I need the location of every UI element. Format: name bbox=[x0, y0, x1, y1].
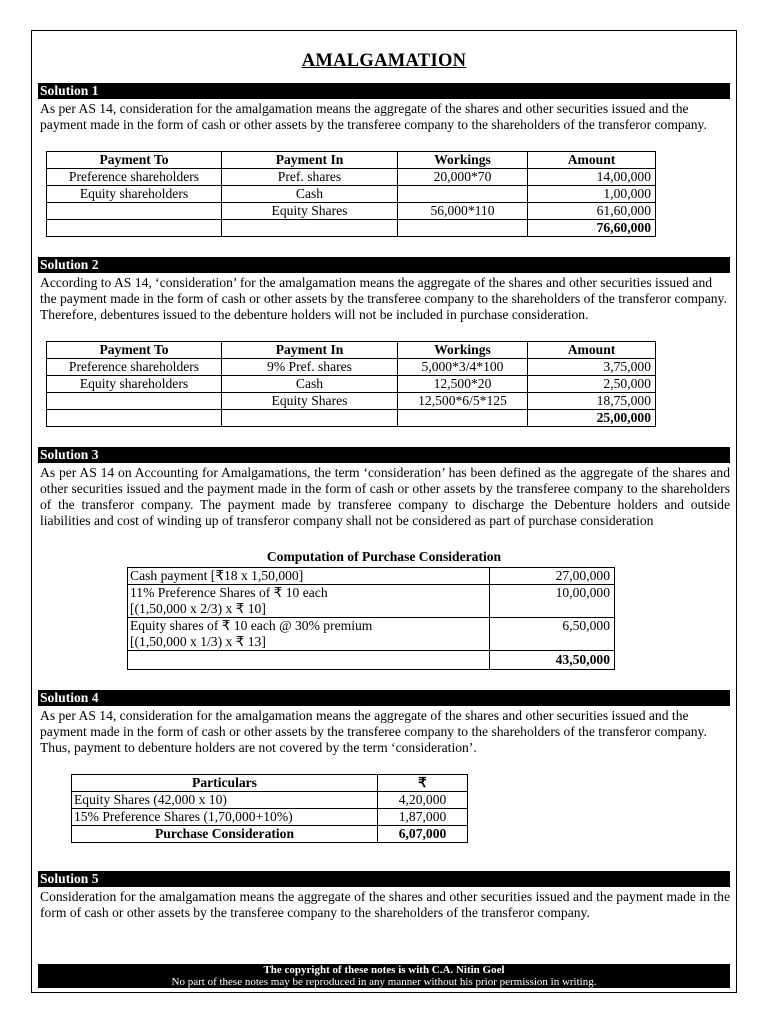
copyright-footer bbox=[38, 964, 730, 988]
table-cell bbox=[47, 220, 222, 237]
table-header: Payment To bbox=[47, 342, 222, 359]
solution-2-text: According to AS 14, ‘consideration’ for the amalgamation means the aggregate of the shares and other securities issued and the payment made in the form of cash or other assets by the transferee company to the shareholders of the transferor company. Therefore, debentures issued to the debenture holders will not be included in purchase consideration. bbox=[40, 275, 727, 322]
table-cell bbox=[222, 410, 398, 427]
table-cell: 61,60,000 bbox=[528, 203, 656, 220]
table-total-row bbox=[128, 651, 615, 670]
table-header-row bbox=[47, 342, 656, 359]
table-row bbox=[47, 359, 656, 376]
table-cell: 18,75,000 bbox=[528, 393, 656, 410]
table-cell bbox=[128, 568, 490, 585]
table-cell: 1,87,000 bbox=[378, 809, 468, 826]
table-header: Payment In bbox=[222, 152, 398, 169]
footer-notice: No part of these notes may be reproduced in any manner without his prior permission in writing. bbox=[171, 976, 597, 988]
table-cell bbox=[222, 220, 398, 237]
table-cell: 15% Preference Shares (1,70,000+10%) bbox=[72, 809, 378, 826]
table-cell: Cash bbox=[222, 376, 398, 393]
cell-line: [(1,50,000 x 1/3) x ₹ 13] bbox=[130, 634, 266, 649]
table-cell: Preference shareholders bbox=[47, 359, 222, 376]
table-cell: Equity shareholders bbox=[47, 186, 222, 203]
table-row bbox=[72, 809, 468, 826]
table-cell: 1,00,000 bbox=[528, 186, 656, 203]
table-header: Workings bbox=[398, 342, 528, 359]
total-amount: 25,00,000 bbox=[528, 410, 656, 427]
total-amount: 76,60,000 bbox=[528, 220, 656, 237]
table-row bbox=[47, 186, 656, 203]
table-cell bbox=[398, 220, 528, 237]
table-cell: 12,500*20 bbox=[398, 376, 528, 393]
computation-caption: Computation of Purchase Consideration bbox=[266, 549, 502, 564]
footer-copyright: The copyright of these notes is with C.A. Nitin Goel bbox=[263, 964, 505, 976]
table-row bbox=[47, 203, 656, 220]
table-cell bbox=[128, 585, 490, 618]
cell-line: 11% Preference Shares of ₹ 10 each bbox=[130, 585, 328, 600]
table-row bbox=[72, 792, 468, 809]
table-header-row bbox=[47, 152, 656, 169]
table-row bbox=[128, 568, 615, 585]
table-header: Amount bbox=[528, 152, 656, 169]
table-header: Payment In bbox=[222, 342, 398, 359]
table-cell: 10,00,000 bbox=[490, 585, 615, 618]
table-cell: Cash bbox=[222, 186, 398, 203]
solution-5-text: Consideration for the amalgamation means the aggregate of the shares and other securities issued and the payment made in the form of cash or other assets by the transferee company to the shareholders of the transferor company. bbox=[40, 889, 730, 920]
table-row bbox=[128, 585, 615, 618]
solution-3-table bbox=[127, 567, 615, 670]
table-row bbox=[47, 393, 656, 410]
table-cell: 12,500*6/5*125 bbox=[398, 393, 528, 410]
table-cell bbox=[47, 393, 222, 410]
table-cell: 2,50,000 bbox=[528, 376, 656, 393]
table-total-row bbox=[72, 826, 468, 843]
page-title: AMALGAMATION bbox=[301, 51, 467, 71]
table-header: Amount bbox=[528, 342, 656, 359]
table-cell: Purchase Consideration bbox=[72, 826, 378, 843]
table-cell bbox=[128, 651, 490, 670]
solution-1-text: As per AS 14, consideration for the amalgamation means the aggregate of the shares and other securities issued and the payment made in the form of cash or other assets by the transferee company to the shareholders of the transferor company. bbox=[40, 101, 707, 132]
table-header: Payment To bbox=[47, 152, 222, 169]
table-cell bbox=[47, 203, 222, 220]
solution-2-table bbox=[46, 341, 656, 427]
cell-line: Cash payment [₹18 x 1,50,000] bbox=[130, 568, 304, 583]
table-row bbox=[47, 376, 656, 393]
table-cell: Equity Shares bbox=[222, 393, 398, 410]
table-cell: 56,000*110 bbox=[398, 203, 528, 220]
table-header: ₹ bbox=[378, 775, 468, 792]
total-amount: 43,50,000 bbox=[490, 651, 615, 670]
solution-4-table bbox=[71, 774, 468, 843]
table-cell: 6,50,000 bbox=[490, 618, 615, 651]
table-cell: 27,00,000 bbox=[490, 568, 615, 585]
solution-3-heading: Solution 3 bbox=[38, 447, 730, 463]
cell-line: [(1,50,000 x 2/3) x ₹ 10] bbox=[130, 601, 266, 616]
table-total-row bbox=[47, 410, 656, 427]
solution-1-table bbox=[46, 151, 656, 237]
table-cell: Equity shareholders bbox=[47, 376, 222, 393]
table-cell: 14,00,000 bbox=[528, 169, 656, 186]
total-amount: 6,07,000 bbox=[378, 826, 468, 843]
solution-3-text: As per AS 14 on Accounting for Amalgamations, the term ‘consideration’ has been defined as the aggregate of the shares and other securities issued and the payment made in the form of cash or other assets by the transferee company to the shareholders of the transferor company. The payment made by transferee company to discharge the Debenture holders and outside liabilities and cost of winding up of transferor company shall not be considered as part of purchase consideration bbox=[40, 465, 730, 528]
table-row bbox=[47, 169, 656, 186]
table-cell bbox=[398, 410, 528, 427]
table-cell: 3,75,000 bbox=[528, 359, 656, 376]
table-cell bbox=[47, 410, 222, 427]
solution-1-heading: Solution 1 bbox=[38, 83, 730, 99]
table-cell: 5,000*3/4*100 bbox=[398, 359, 528, 376]
solution-4-text: As per AS 14, consideration for the amalgamation means the aggregate of the shares and other securities issued and the payment made in the form of cash or other assets by the transferee company to the shareholders of the transferor company. Thus, payment to debenture holders are not covered by the term ‘consideration’. bbox=[40, 708, 707, 755]
solution-4-heading: Solution 4 bbox=[38, 690, 730, 706]
table-cell: Pref. shares bbox=[222, 169, 398, 186]
solution-5-heading: Solution 5 bbox=[38, 871, 730, 887]
table-cell: 20,000*70 bbox=[398, 169, 528, 186]
table-cell bbox=[398, 186, 528, 203]
table-cell bbox=[128, 618, 490, 651]
table-cell: 9% Pref. shares bbox=[222, 359, 398, 376]
table-header-row bbox=[72, 775, 468, 792]
table-total-row bbox=[47, 220, 656, 237]
table-cell: 4,20,000 bbox=[378, 792, 468, 809]
table-header: Workings bbox=[398, 152, 528, 169]
table-row bbox=[128, 618, 615, 651]
table-cell: Equity Shares (42,000 x 10) bbox=[72, 792, 378, 809]
table-header: Particulars bbox=[72, 775, 378, 792]
cell-line: Equity shares of ₹ 10 each @ 30% premium bbox=[130, 618, 373, 633]
table-cell: Equity Shares bbox=[222, 203, 398, 220]
solution-2-heading: Solution 2 bbox=[38, 257, 730, 273]
table-cell: Preference shareholders bbox=[47, 169, 222, 186]
